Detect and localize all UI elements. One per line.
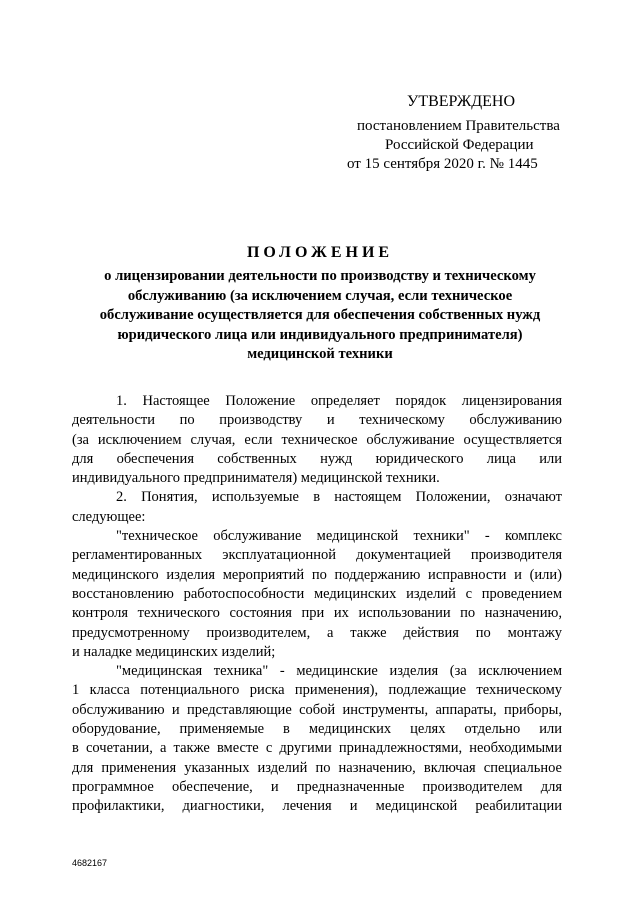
text-line: для обеспечения собственных нужд юридического лица или <box>72 450 562 467</box>
approval-line: постановлением Правительства <box>357 118 560 134</box>
text-line: в сочетании, а также вместе с другими принадлежностями, необходимыми <box>72 740 562 757</box>
text-line: обслуживанию и представляющие собой инструменты, аппараты, приборы, <box>72 701 562 718</box>
text-line: оборудование, применяемые в медицинских целях отдельно или <box>72 721 562 738</box>
definition-medical-equipment <box>72 662 562 816</box>
text-line: для применения указанных изделий по назначению, включая специальное <box>72 759 562 776</box>
text-line: деятельности по производству и техническому обслуживанию <box>72 412 562 429</box>
text-line: следующее: <box>72 508 146 525</box>
text-line: "медицинская техника" - медицинские изделия (за исключением <box>116 663 562 680</box>
definition-technical-maintenance <box>72 527 562 662</box>
text-line: регламентированных эксплуатационной документацией производителя <box>72 547 562 564</box>
approval-date-number: от 15 сентября 2020 г. № 1445 <box>347 156 538 172</box>
text-line: медицинского изделия мероприятий по поддержанию исправности и (или) <box>72 566 562 583</box>
approval-line: Российской Федерации <box>385 137 534 153</box>
paragraph-2 <box>72 488 562 527</box>
text-line: контроля технического состояния при их использовании по назначению, <box>72 605 562 622</box>
paragraph-1 <box>72 392 562 488</box>
text-line: 1 класса потенциального риска применения), подлежащие техническому <box>72 682 562 699</box>
text-line: предусмотренному производителем, а также действия по монтажу <box>72 624 562 641</box>
subtitle-line: обслуживанию (за исключением случая, если техническое <box>127 287 513 304</box>
subtitle-line: о лицензировании деятельности по производству и техническому <box>104 268 536 284</box>
document-body <box>72 392 562 817</box>
text-line: индивидуального предпринимателя) медицинской техники. <box>72 470 440 487</box>
subtitle-line: юридического лица или индивидуального предпринимателя) <box>117 326 523 343</box>
text-line: "техническое обслуживание медицинской техники" - комплекс <box>116 528 562 545</box>
document-code: 4682167 <box>72 858 108 868</box>
approval-title: УТВЕРЖДЕНО <box>407 93 516 110</box>
text-line: и наладке медицинских изделий; <box>72 643 276 660</box>
text-line: профилактики, диагностики, лечения и медицинской реабилитации <box>72 798 562 815</box>
text-line: программное обеспечение, и предназначенные производителем для <box>72 778 562 795</box>
document-subtitle <box>75 267 565 365</box>
text-line: (за исключением случая, если техническое обслуживание осуществляется <box>72 431 562 448</box>
subtitle-line: обслуживание осуществляется для обеспечения собственных нужд <box>99 307 541 323</box>
subtitle-line: медицинской техники <box>247 346 393 362</box>
text-line: 1. Настоящее Положение определяет порядок лицензирования <box>116 393 562 409</box>
document-title: ПОЛОЖЕНИЕ <box>246 244 394 261</box>
text-line: 2. Понятия, используемые в настоящем Положении, означают <box>116 489 562 506</box>
text-line: восстановлению работоспособности медицинских изделий с проведением <box>72 585 562 602</box>
